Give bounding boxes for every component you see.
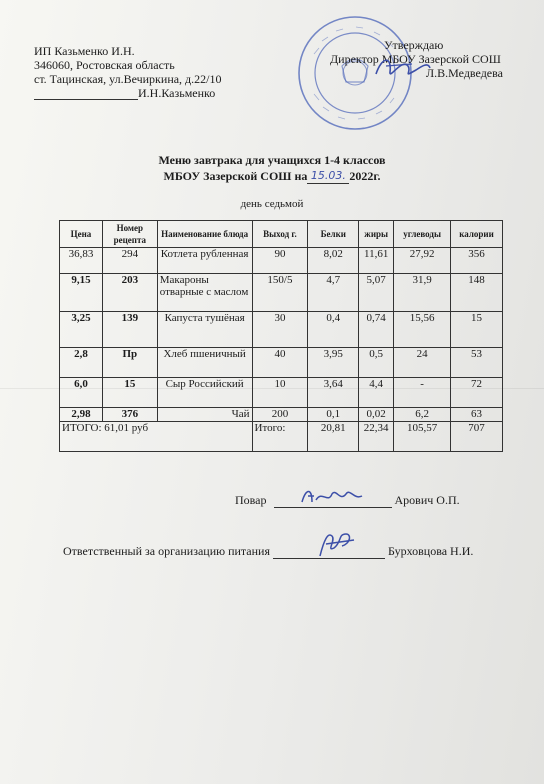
cook-signature [300, 484, 364, 508]
output-cell: 30 [252, 312, 308, 348]
supplier-block [34, 44, 222, 100]
carbs-cell: 31,9 [394, 274, 451, 312]
responsible-signature-line [63, 544, 473, 559]
menu-title-line-1: Меню завтрака для учащихся 1-4 классов [158, 153, 386, 167]
kcal-cell: 356 [451, 248, 503, 274]
cook-name: Арович О.П. [394, 493, 460, 507]
recipe-cell: 294 [102, 248, 157, 274]
carbs-cell: 6,2 [394, 408, 451, 422]
menu-table [59, 220, 503, 452]
kcal-cell: 72 [451, 378, 503, 408]
supplier-name: ИП Казьменко И.Н. [34, 44, 135, 58]
carbs-cell: 15,56 [394, 312, 451, 348]
protein-cell: 0,1 [308, 408, 359, 422]
table-header-row [60, 221, 503, 248]
table-row [60, 274, 503, 312]
protein-cell: 3,95 [308, 348, 359, 378]
director-signature [372, 52, 434, 84]
supplier-signature-line: И.Н.Казьменко [34, 86, 222, 100]
kcal-cell: 15 [451, 312, 503, 348]
fat-cell: 0,74 [359, 312, 394, 348]
recipe-cell: 139 [102, 312, 157, 348]
price-cell: 2,8 [60, 348, 103, 378]
responsible-signature [316, 530, 358, 560]
carbs-cell: 27,92 [394, 248, 451, 274]
col-header: Наименование блюда [157, 221, 252, 248]
responsible-name: Бурховцова Н.И. [388, 544, 474, 558]
table-row [60, 378, 503, 408]
total-carbs-cell: 105,57 [394, 422, 451, 452]
dish-cell: Капуста тушёная [157, 312, 252, 348]
recipe-cell: Пр [102, 348, 157, 378]
fat-cell: 5,07 [359, 274, 394, 312]
fat-cell: 0,5 [359, 348, 394, 378]
price-cell: 9,15 [60, 274, 103, 312]
table-row [60, 312, 503, 348]
recipe-cell: 376 [102, 408, 157, 422]
carbs-cell: 24 [394, 348, 451, 378]
dish-cell: Сыр Российский [157, 378, 252, 408]
output-cell: 90 [252, 248, 308, 274]
fat-cell: 11,61 [359, 248, 394, 274]
cook-label: Повар [235, 493, 267, 507]
protein-cell: 0,4 [308, 312, 359, 348]
col-header: углеводы [394, 221, 451, 248]
price-cell: 36,83 [60, 248, 103, 274]
total-protein-cell: 20,81 [308, 422, 359, 452]
supplier-address-2: ст. Тацинская, ул.Вечиркина, д.22/10 [34, 72, 222, 86]
total-cost-cell: ИТОГО: 61,01 руб [60, 422, 253, 452]
protein-cell: 4,7 [308, 274, 359, 312]
price-cell: 3,25 [60, 312, 103, 348]
table-row [60, 248, 503, 274]
fat-cell: 0,02 [359, 408, 394, 422]
output-cell: 10 [252, 378, 308, 408]
price-cell: 6,0 [60, 378, 103, 408]
total-row [60, 422, 503, 452]
supplier-address-1: 346060, Ростовская область [34, 58, 175, 72]
approve-label: Утверждаю [384, 38, 444, 52]
output-cell: 200 [252, 408, 308, 422]
dish-cell: Макароны отварные с маслом [157, 274, 252, 312]
col-header: Номер рецепта [102, 221, 157, 248]
dish-cell: Чай [157, 408, 252, 422]
col-header: калории [451, 221, 503, 248]
col-header: Выход г. [252, 221, 308, 248]
carbs-cell: - [394, 378, 451, 408]
col-header: Цена [60, 221, 103, 248]
kcal-cell: 63 [451, 408, 503, 422]
responsible-label: Ответственный за организацию питания [63, 544, 270, 558]
protein-cell: 8,02 [308, 248, 359, 274]
table-row [60, 348, 503, 378]
kcal-cell: 53 [451, 348, 503, 378]
kcal-cell: 148 [451, 274, 503, 312]
total-kcal-cell: 707 [451, 422, 503, 452]
director-title: Директор МБОУ Зазерской СОШ [330, 52, 501, 66]
total-label-cell: Итого: [252, 422, 308, 452]
day-label: день седьмой [240, 198, 304, 210]
output-cell: 40 [252, 348, 308, 378]
recipe-cell: 203 [102, 274, 157, 312]
dish-cell: Хлеб пшеничный [157, 348, 252, 378]
dish-cell: Котлета рубленная [157, 248, 252, 274]
menu-title-line-2: МБОУ Зазерской СОШ на 15.03. 2022г. [163, 169, 381, 183]
price-cell: 2,98 [60, 408, 103, 422]
recipe-cell: 15 [102, 378, 157, 408]
table-row [60, 408, 503, 422]
protein-cell: 3,64 [308, 378, 359, 408]
output-cell: 150/5 [252, 274, 308, 312]
fat-cell: 4,4 [359, 378, 394, 408]
total-fat-cell: 22,34 [359, 422, 394, 452]
director-name: Л.В.Медведева [426, 66, 503, 80]
col-header: жиры [359, 221, 394, 248]
col-header: Белки [308, 221, 359, 248]
handwritten-date: 15.03. [307, 168, 349, 184]
